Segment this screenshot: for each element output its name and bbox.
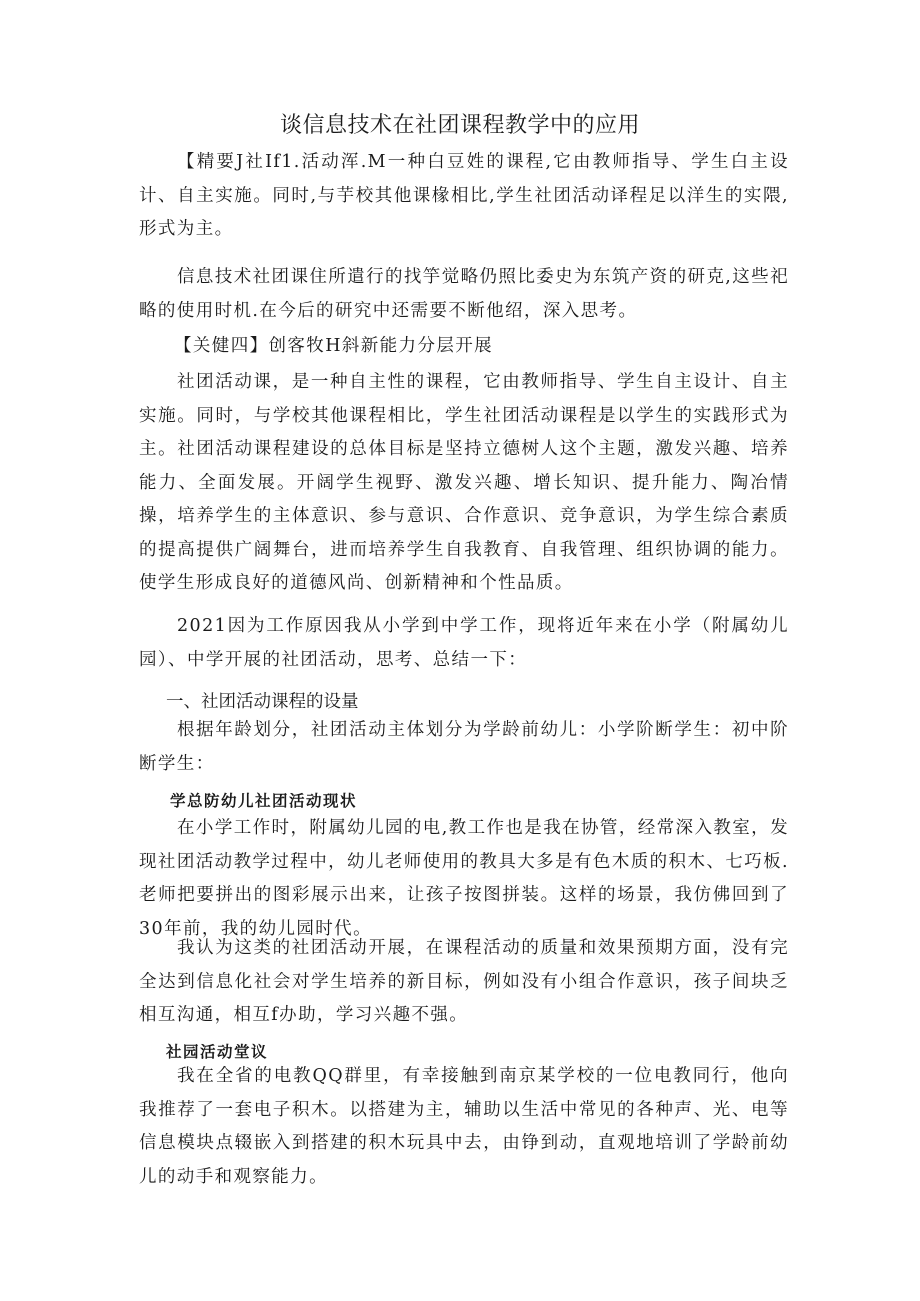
intro-paragraph-2: 2021因为工作原因我从小学到中学工作，现将近年来在小学（附属幼儿园）、中学开展的社团活动，思考、总结一下：: [139, 616, 789, 670]
section-paragraph: 根据年龄划分，社团活动主体划分为学龄前幼儿：小学阶断学生：初中阶断学生：: [139, 720, 789, 774]
document-title: 谈信息技术在社团课程教学中的应用: [279, 113, 640, 138]
subsection-paragraph-3: 我在全省的电教QQ群里，有幸接触到南京某学校的一位电教同行，他向我推荐了一套电子积木。以搭建为主，辅助以生活中常见的各种声、光、电等信息模块点辍嵌入到搭建的积木玩具中去，由铮到动，直观地培训了学龄前幼儿的动手和观察能力。: [139, 1066, 789, 1187]
keywords-line: 【关健四】创客牧H斜新能力分层开展: [174, 336, 494, 356]
intro-paragraph: 社团活动课，是一种自主性的课程，它由教师指导、学生自主设计、自主实施。同时，与学校其他课程相比，学生社团活动课程是以学生的实践形式为主。社团活动课程建设的总体目标是坚持立德树人这个主题，激发兴趣、培养能力、全面发展。开阔学生视野、激发兴趣、增长知识、提升能力、陶冶情操，培养学生的主体意识、参与意识、合作意识、竞争意识，为学生综合素质的提高提供广阔舞台，进而培养学生自我教育、自我管理、组织协调的能力。使学生形成良好的道德风尚、创新精神和个性品质。: [139, 372, 789, 593]
subsection-paragraph: 在小学工作时，附属幼儿园的电,教工作也是我在协管，经常深入教室，发现社团活动教学过程中，幼儿老师使用的教具大多是有色木质的积木、七巧板.老师把要拼出的图彩展示出来，让孩子按图拼装。这样的场景，我仿佛回到了30年前，我的幼儿园时代。: [139, 818, 789, 939]
abstract-paragraph: 【精要J社If1.活动浑.M一种白豆姓的课程,它由教师指导、学生白主设计、自主实施。同时,与芋校其他课椽相比,学生社团活动译程足以洋生的实隈,形式为主。: [139, 152, 789, 239]
subsection-paragraph-2: 我认为这类的社团活动开展，在课程活动的质量和效果预期方面，没有完全达到信息化社会对学生培养的新目标，例如没有小组合作意识，孩子间块乏相互沟通，相互f办助，学习兴趣不强。: [139, 938, 789, 1025]
subsection-heading: 学总防幼儿社团活动现状: [170, 791, 358, 810]
subsection-heading-2: 社园活动堂议: [166, 1042, 269, 1061]
section-heading: 一、社团活动课程的设量: [166, 692, 359, 712]
abstract-paragraph-continued: 信息技术社团课住所遣行的找竽觉略仍照比委史为东筑产资的研克,这些祀略的使用时机.在今后的研究中还需要不断他绍，深入思考。: [139, 267, 789, 321]
